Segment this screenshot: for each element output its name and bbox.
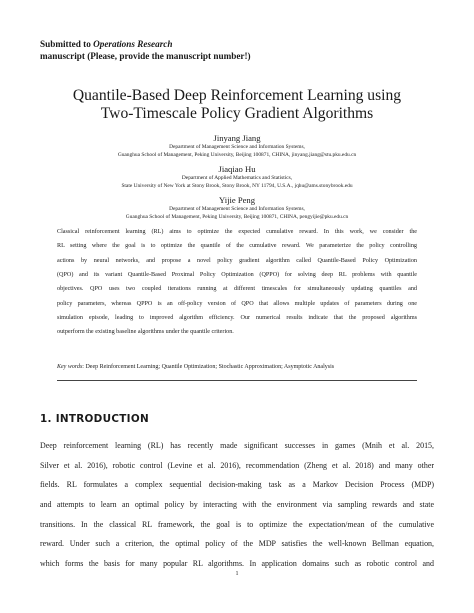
abstract-line: RL setting where the goal is to optimize the quantile of the cumulative reward. We parameterize the policy controlling — [57, 243, 417, 250]
body-line: Deep reinforcement learning (RL) has recently made significant successes in games (Mnih et al. 2015, — [40, 441, 434, 450]
abstract-line: policy parameters, whereas QPPO is an off-policy version of QPO that allows multiple updates of parameters during one — [57, 300, 417, 307]
author-affiliation: Department of Applied Mathematics and Statistics, — [181, 175, 293, 181]
author-affiliation: Guanghua School of Management, Peking University, Beijing 100871, CHINA, pengyijie@pku.edu.cn — [125, 214, 349, 220]
body-line: Silver et al. 2016), robotic control (Levine et al. 2016), recommendation (Zheng et al. 2018) and many other — [40, 460, 434, 470]
page-number: 1 — [235, 571, 239, 577]
section-divider — [57, 380, 417, 381]
author-affiliation: State University of New York at Stony Brook, Stony Brook, NY 11794, U.S.A., jqhu@ams.stonybrook.edu — [121, 183, 353, 189]
keywords-text: : Deep Reinforcement Learning; Quantile Optimization; Stochastic Approximation; Asymptotic Analysis — [82, 364, 335, 370]
journal-name: Operations Research — [93, 39, 173, 49]
author-affiliation: Department of Management Science and Information Systems, — [169, 206, 305, 212]
section-number: 1. — [40, 413, 52, 425]
body-line: which forms the basis for many popular RL algorithms. In application domains such as robotic control and — [40, 558, 434, 568]
paper-title-line-2: Two-Timescale Policy Gradient Algorithms — [100, 105, 374, 122]
section-heading — [40, 413, 149, 426]
body-line: transitions. In the classical RL framework, the goal is to optimize the expectation/mean of the cumulative — [40, 519, 434, 529]
author-affiliation: Department of Management Science and Information Systems, — [169, 144, 305, 150]
author-name: Yijie Peng — [218, 195, 256, 205]
author-name: Jinyang Jiang — [213, 133, 261, 143]
submitted-to-line — [40, 39, 172, 50]
section-title: INTRODUCTION — [55, 413, 149, 425]
abstract-line: actions by neural networks, and propose a novel policy gradient algorithm called Quantile-Based Policy Optimization — [57, 257, 417, 264]
abstract-line: objectives. QPO uses two coupled iterations running at different timescales for simultaneously updating quantiles and — [57, 286, 417, 293]
abstract — [57, 225, 417, 340]
author-name: Jiaqiao Hu — [218, 164, 256, 174]
author-affiliation: Guanghua School of Management, Peking University, Beijing 100871, CHINA, jinyang.jiang@stu.pku.edu.cn — [117, 152, 357, 158]
body-line: fields. RL formulates a complex sequential decision-making task as a Markov Decision Process (MDP) — [40, 480, 434, 490]
abstract-line: outperform the existing baseline algorithms under the quantile criterion. — [57, 329, 234, 336]
abstract-line: Classical reinforcement learning (RL) aims to optimize the expected cumulative reward. In this work, we consider the — [57, 229, 417, 235]
submission-header — [40, 39, 251, 61]
manuscript-number-line: manuscript (Please, provide the manuscript number!) — [40, 51, 251, 61]
body-line: and attempts to learn an optimal policy by interacting with the environment via sampling rewards and state — [40, 499, 434, 509]
abstract-line: (QPO) and its variant Quantile-Based Proximal Policy Optimization (QPPO) for solving deep RL problems with quantile — [57, 272, 417, 279]
body-line: reward. Under such a criterion, the optimal policy of the MDP satisfies the well-known Bellman equation, — [40, 539, 434, 549]
abstract-line: simulation episode, leading to improved algorithm efficiency. Our numerical results indicate that the proposed algorithms — [57, 315, 417, 322]
keywords-label: Key words — [57, 364, 83, 370]
submitted-prefix: Submitted to — [40, 39, 94, 49]
keywords — [57, 363, 334, 371]
introduction-text — [40, 436, 434, 573]
paper-title-line-1: Quantile-Based Deep Reinforcement Learning using — [72, 87, 402, 104]
